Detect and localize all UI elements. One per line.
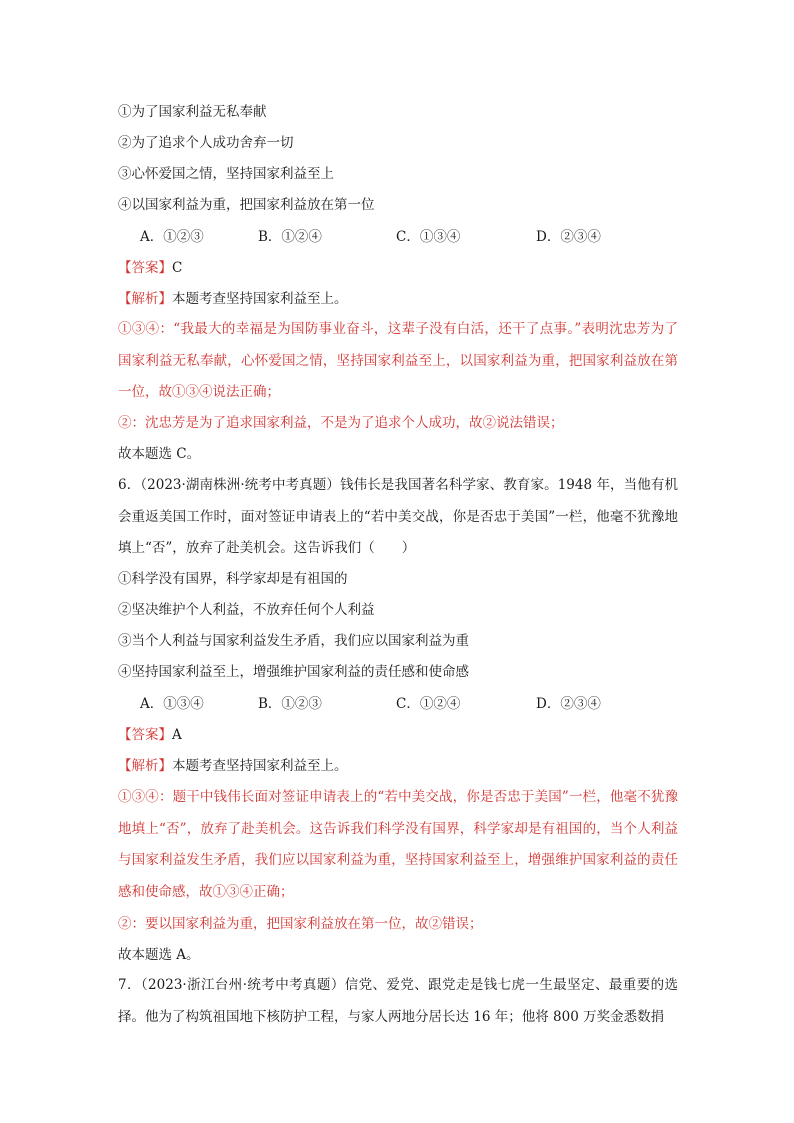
q6-analysis-wrong: ②：要以国家利益为重，把国家利益放在第一位，故②错误； bbox=[118, 916, 483, 932]
q6-item-2: ②坚决维护个人利益，不放弃任何个人利益 bbox=[118, 602, 375, 618]
q7-stem: 7．（2023·浙江台州·统考中考真题）信党、爱党、跟党走是钱七虎一生最坚定、最重要的选择。他为了构筑祖国地下核防护工程，与家人两地分居长达 16 年；他将 800 万奖金悉数捐 bbox=[118, 977, 678, 1025]
q6-option-b: B．①②③ bbox=[258, 696, 322, 712]
q5-answer-tag: 【答案】 bbox=[118, 260, 172, 276]
q5-analysis-correct bbox=[118, 314, 678, 409]
q5-item-4: ④以国家利益为重，把国家利益放在第一位 bbox=[118, 197, 375, 213]
q6-analysis-intro: 本题考查坚持国家利益至上。 bbox=[172, 758, 348, 774]
q6-analysis-correct bbox=[118, 782, 678, 908]
q5-option-b: B．①②④ bbox=[258, 229, 322, 245]
q6-item-4: ④坚持国家利益至上，增强维护国家利益的责任感和使命感 bbox=[118, 664, 469, 680]
q5-item-1: ①为了国家利益无私奉献 bbox=[118, 104, 267, 120]
q5-item-3: ③心怀爱国之情，坚持国家利益至上 bbox=[118, 166, 334, 182]
q6-item-1: ①科学没有国界，科学家却是有祖国的 bbox=[118, 571, 348, 587]
q5-analysis bbox=[118, 289, 348, 309]
q5-option-d: D．②③④ bbox=[536, 229, 601, 245]
q5-analysis-tag: 【解析】 bbox=[118, 291, 172, 307]
q5-item-2: ②为了追求个人成功舍弃一切 bbox=[118, 135, 294, 151]
q5-conclusion: 故本题选 C。 bbox=[118, 446, 201, 462]
q6-option-c: C．①②④ bbox=[396, 696, 461, 712]
q6-answer-tag: 【答案】 bbox=[118, 727, 172, 743]
q6-answer bbox=[118, 725, 182, 745]
q6-analysis-correct-text: ①③④：题干中钱伟长面对签证申请表上的“若中美交战，你是否忠于美国”一栏，他毫不犹豫地填上“否”，放弃了赴美机会。这告诉我们科学没有国界，科学家却是有祖国的，当个人利益与国家利益发生矛盾，我们应以国家利益为重，坚持国家利益至上，增强维护国家利益的责任感和使命感，故①③④正确； bbox=[118, 789, 678, 900]
q6-option-d: D．②③④ bbox=[536, 696, 601, 712]
q5-analysis-wrong: ②：沈忠芳是为了追求国家利益，不是为了追求个人成功，故②说法错误； bbox=[118, 415, 564, 431]
q6-option-a: A．①③④ bbox=[140, 696, 204, 712]
q5-answer bbox=[118, 258, 182, 278]
q6-analysis-tag: 【解析】 bbox=[118, 758, 172, 774]
q5-analysis-intro: 本题考查坚持国家利益至上。 bbox=[172, 291, 348, 307]
q6-item-3: ③当个人利益与国家利益发生矛盾，我们应以国家利益为重 bbox=[118, 633, 469, 649]
q5-answer-value: C bbox=[172, 260, 183, 276]
q6-conclusion: 故本题选 A。 bbox=[118, 947, 200, 963]
q5-analysis-correct-text: ①③④：“我最大的幸福是为国防事业奋斗，这辈子没有白活，还干了点事。”表明沈忠芳为了国家利益无私奉献，心怀爱国之情，坚持国家利益至上，以国家利益为重，把国家利益放在第一位，故①③④说法正确； bbox=[118, 321, 678, 400]
q6-answer-value: A bbox=[172, 727, 182, 743]
q5-option-a: A．①②③ bbox=[140, 229, 204, 245]
q6-stem: 6．（2023·湖南株洲·统考中考真题）钱伟长是我国著名科学家、教育家。1948 年，当他有机会重返美国工作时，面对签证申请表上的“若中美交战，你是否忠于美国”一栏，他毫不犹豫地填上“否”，放弃了赴美机会。这告诉我们（ ） bbox=[118, 477, 678, 556]
q6-analysis bbox=[118, 756, 348, 776]
q5-option-c: C．①③④ bbox=[396, 229, 461, 245]
